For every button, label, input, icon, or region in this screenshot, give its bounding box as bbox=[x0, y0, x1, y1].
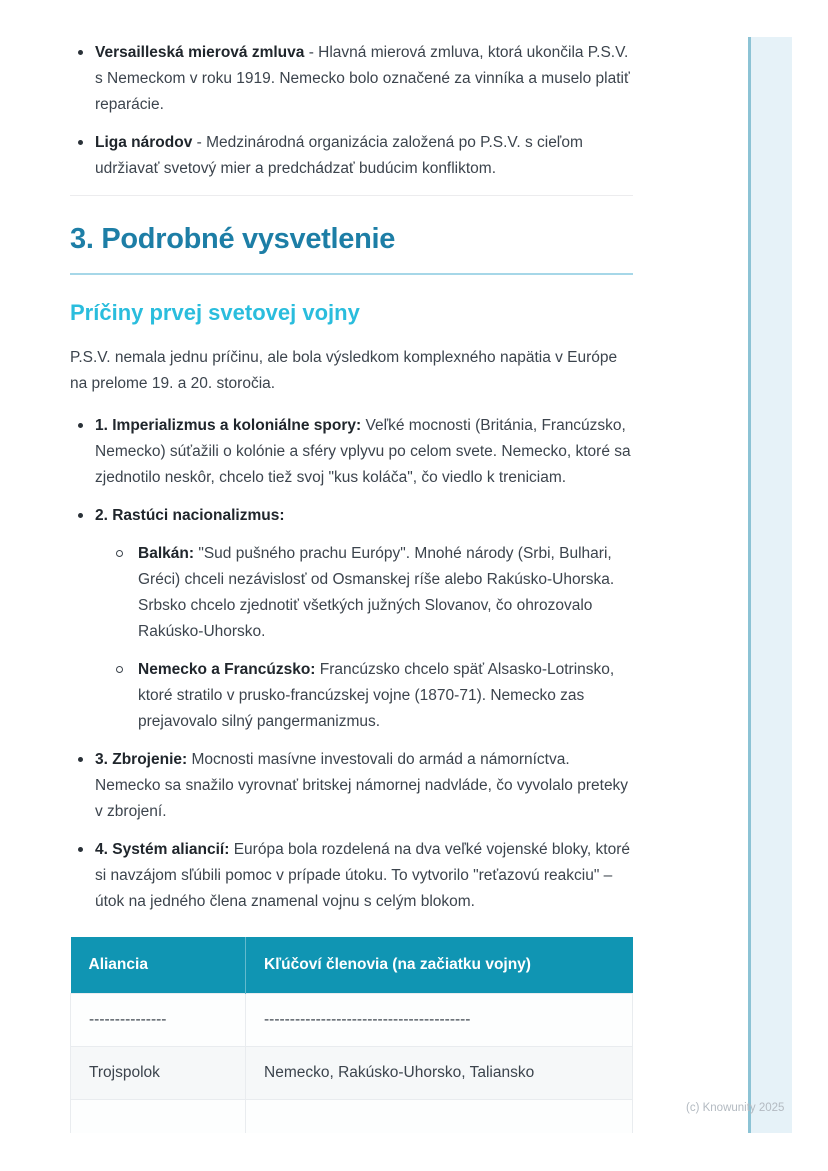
term-definition: Francúzsko chcelo späť Alsasko-Lotrinsko, ktoré stratilo v prusko-francúzskej vojne (1870-71). Nemecko zas prejavovalo silný pangermanizmus. bbox=[138, 661, 615, 730]
term-label: Nemecko a Francúzsko: bbox=[138, 661, 316, 678]
term-definition: - Medzinárodná organizácia založená po P.S.V. s cieľom udržiavať svetový mier a predchádzať budúcim konfliktom. bbox=[95, 134, 583, 177]
list-item bbox=[70, 837, 633, 915]
sub-list-item bbox=[95, 541, 633, 645]
section-heading: 3. Podrobné vysvetlenie bbox=[70, 222, 633, 275]
causes-list bbox=[70, 413, 633, 915]
nationalism-sublist bbox=[95, 541, 633, 735]
section-divider bbox=[70, 195, 633, 196]
table-cell bbox=[246, 1100, 633, 1134]
term-definition: "Sud pušného prachu Európy". Mnohé národy (Srbi, Bulhari, Gréci) chceli nezávislosť od Osmanskej ríše alebo Rakúsko-Uhorska. Srbsko chcelo zjednotiť všetkých južných Slovanov, čo ohrozovalo Rakúsko-Uhorsko. bbox=[138, 545, 615, 640]
subsection-heading: Príčiny prvej svetovej vojny bbox=[70, 300, 360, 325]
table-header-cell: Aliancia bbox=[71, 937, 246, 994]
term-label: 4. Systém aliancií: bbox=[95, 841, 230, 858]
bullet-icon bbox=[78, 50, 83, 55]
table-row bbox=[71, 1100, 633, 1134]
term-definition: Európa bola rozdelená na dva veľké vojenské bloky, ktoré si navzájom sľúbili pomoc v prípade útoku. To vytvorilo "reťazovú reakciu" – útok na jedného člena znamenal vojnu s celým blokom. bbox=[95, 841, 630, 910]
term-label: 2. Rastúci nacionalizmus: bbox=[95, 507, 285, 524]
list-item bbox=[70, 40, 633, 118]
table-row bbox=[71, 994, 633, 1047]
bullet-icon bbox=[78, 847, 83, 852]
scrollbar-track[interactable] bbox=[748, 37, 792, 1133]
circle-bullet-icon bbox=[116, 666, 123, 673]
table-row bbox=[71, 1047, 633, 1100]
term-label: Liga národov bbox=[95, 134, 193, 151]
list-item bbox=[70, 413, 633, 491]
bullet-icon bbox=[78, 757, 83, 762]
circle-bullet-icon bbox=[116, 550, 123, 557]
table-header-cell: Kľúčoví členovia (na začiatku vojny) bbox=[246, 937, 633, 994]
table-header-row bbox=[71, 937, 633, 994]
table-cell: ---------------------------------------- bbox=[246, 994, 633, 1047]
term-label: 3. Zbrojenie: bbox=[95, 751, 188, 768]
term-label: 1. Imperializmus a koloniálne spory: bbox=[95, 417, 362, 434]
bullet-icon bbox=[78, 423, 83, 428]
sub-list-item bbox=[95, 657, 633, 735]
copyright-watermark: (c) Knowunity 2025 bbox=[686, 1102, 785, 1114]
table-cell: Trojspolok bbox=[71, 1047, 246, 1100]
bullet-icon bbox=[78, 140, 83, 145]
table-cell: --------------- bbox=[71, 994, 246, 1047]
table-cell bbox=[71, 1100, 246, 1134]
list-item bbox=[70, 747, 633, 825]
key-terms-list bbox=[70, 40, 633, 182]
term-label: Balkán: bbox=[138, 545, 194, 562]
alliances-table bbox=[70, 937, 633, 1133]
table-cell: Nemecko, Rakúsko-Uhorsko, Taliansko bbox=[246, 1047, 633, 1100]
content-column bbox=[70, 0, 633, 1133]
term-definition: Veľké mocnosti (Británia, Francúzsko, Nemecko) súťažili o kolónie a sféry vplyvu po celom svete. Nemecko, ktoré sa zjednotilo neskôr, chcelo tiež svoj "kus koláča", čo viedlo k treniciam. bbox=[95, 417, 631, 486]
term-definition: - Hlavná mierová zmluva, ktorá ukončila P.S.V. s Nemeckom v roku 1919. Nemecko bolo označené za vinníka a muselo platiť reparácie. bbox=[95, 44, 630, 113]
list-item bbox=[70, 130, 633, 182]
term-definition: Mocnosti masívne investovali do armád a námorníctva. Nemecko sa snažilo vyrovnať britskej námornej nadvláde, čo vyvolalo preteky v zbrojení. bbox=[95, 751, 629, 820]
intro-paragraph: P.S.V. nemala jednu príčinu, ale bola výsledkom komplexného napätia v Európe na prelome 19. a 20. storočia. bbox=[70, 349, 618, 392]
list-item bbox=[70, 503, 633, 735]
term-label: Versailleská mierová zmluva bbox=[95, 44, 305, 61]
bullet-icon bbox=[78, 513, 83, 518]
